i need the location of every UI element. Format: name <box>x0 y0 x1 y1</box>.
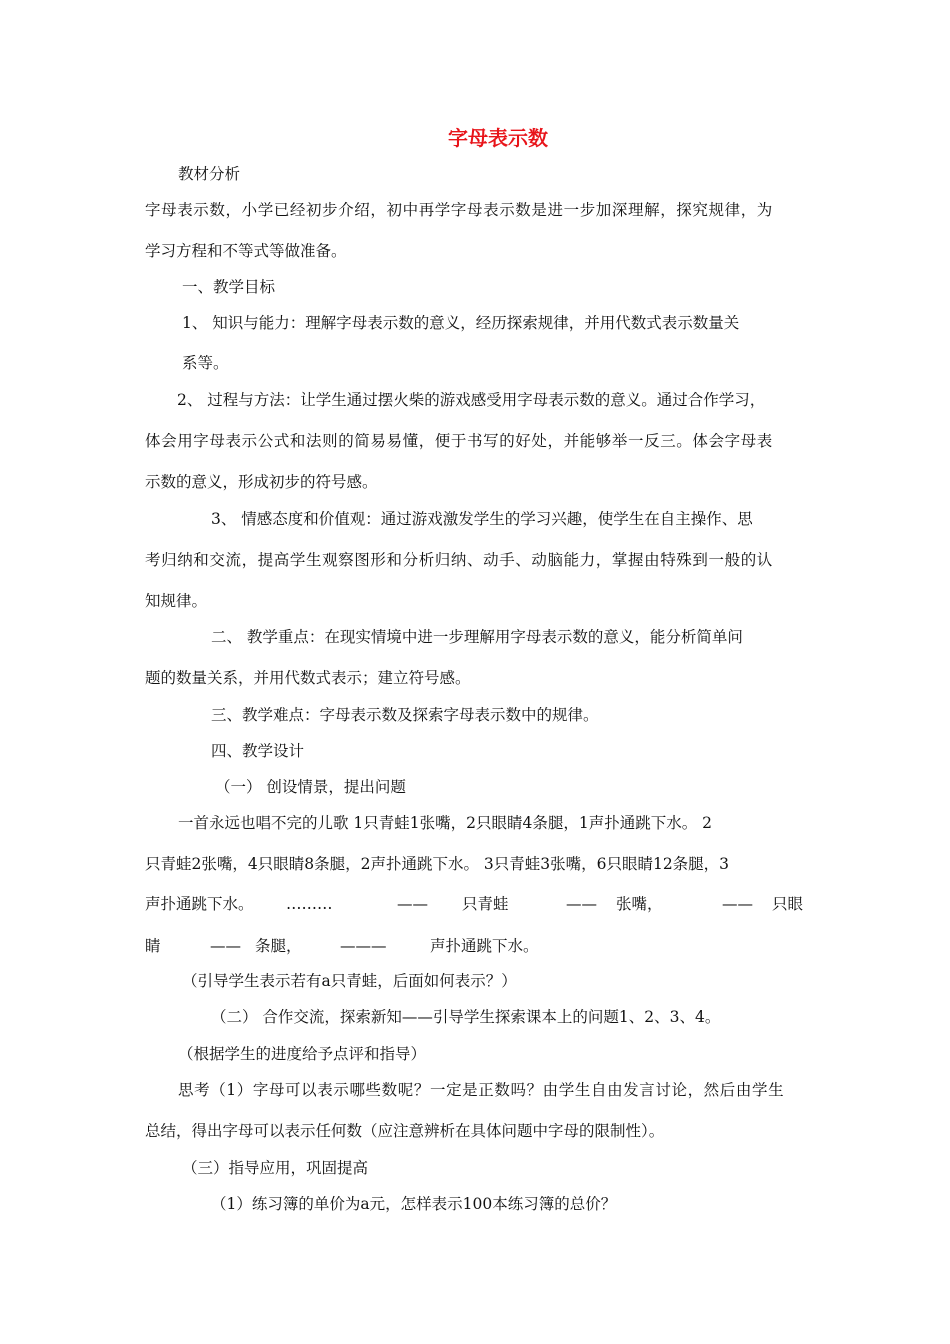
song-line-3b: ……… <box>286 895 333 913</box>
song-line-3d: 只青蛙 <box>462 895 509 913</box>
progress-note: （根据学生的进度给予点评和指导） <box>178 1045 427 1063</box>
design-heading: 四、教学设计 <box>211 742 305 760</box>
song-line-3c: —— <box>397 895 428 913</box>
key-point-line-1: 二、 教学重点：在现实情境中进一步理解用字母表示数的意义，能分析简单问 <box>211 628 743 646</box>
song-line-4a: 睛 <box>145 937 161 955</box>
analysis-line-2: 学习方程和不等式等做准备。 <box>145 242 347 260</box>
key-point-line-2: 题的数量关系，并用代数式表示；建立符号感。 <box>145 669 471 687</box>
goals-heading: 一、教学目标 <box>182 278 276 296</box>
part1-heading: （一） 创设情景，提出问题 <box>215 778 406 796</box>
difficulty: 三、教学难点：字母表示数及探索字母表示数中的规律。 <box>211 706 599 724</box>
goal2-line-3: 示数的意义，形成初步的符号感。 <box>145 473 378 491</box>
guide-note: （引导学生表示若有a只青蛙，后面如何表示？） <box>182 972 517 990</box>
song-line-4d: ——— <box>340 937 387 955</box>
song-line-1: 一首永远也唱不完的儿歌 1只青蛙1张嘴，2只眼睛4条腿，1声扑通跳下水。 2 <box>178 814 713 832</box>
goal3-line-3: 知规律。 <box>145 592 208 610</box>
part2-heading: （二） 合作交流，探索新知——引导学生探索课本上的问题1、2、3、4。 <box>211 1008 721 1026</box>
goal2-line-1: 2、 过程与方法：让学生通过摆火柴的游戏感受用字母表示数的意义。通过合作学习， <box>177 391 766 409</box>
part3-heading: （三）指导应用，巩固提高 <box>182 1159 369 1177</box>
analysis-heading: 教材分析 <box>178 165 241 183</box>
goal1-line-1: 1、 知识与能力：理解字母表示数的意义，经历探索规律，并用代数式表示数量关 <box>182 314 740 332</box>
song-line-3a: 声扑通跳下水。 <box>145 895 254 913</box>
goal2-line-2: 体会用字母表示公式和法则的简易易懂，便于书写的好处，并能够举一反三。体会字母表 <box>145 432 773 450</box>
song-line-2: 只青蛙2张嘴，4只眼睛8条腿，2声扑通跳下水。 3只青蛙3张嘴，6只眼睛12条腿，3 <box>145 855 730 873</box>
goal3-line-2: 考归纳和交流，提高学生观察图形和分析归纳、动手、动脑能力，掌握由特殊到一般的认 <box>145 551 773 569</box>
song-line-3f: 张嘴， <box>616 895 663 913</box>
think-line-2: 总结，得出字母可以表示任何数（应注意辨析在具体问题中字母的限制性）。 <box>145 1122 665 1140</box>
song-line-4c: 条腿， <box>255 937 302 955</box>
song-line-4b: —— <box>210 937 241 955</box>
song-line-3g: —— <box>722 895 753 913</box>
page-title: 字母表示数 <box>448 126 548 150</box>
goal1-line-2: 系等。 <box>182 354 229 372</box>
song-line-4e: 声扑通跳下水。 <box>430 937 539 955</box>
goal3-line-1: 3、 情感态度和价值观：通过游戏激发学生的学习兴趣，使学生在自主操作、思 <box>211 510 753 528</box>
think-line-1: 思考（1）字母可以表示哪些数呢？一定是正数吗？由学生自由发言讨论，然后由学生 <box>178 1081 785 1099</box>
song-line-3e: —— <box>566 895 597 913</box>
analysis-line-1: 字母表示数，小学已经初步介绍，初中再学字母表示数是进一步加深理解，探究规律，为 <box>145 201 773 219</box>
song-line-3h: 只眼 <box>772 895 804 913</box>
exercise-1: （1）练习簿的单价为a元，怎样表示100本练习簿的总价？ <box>211 1195 617 1213</box>
